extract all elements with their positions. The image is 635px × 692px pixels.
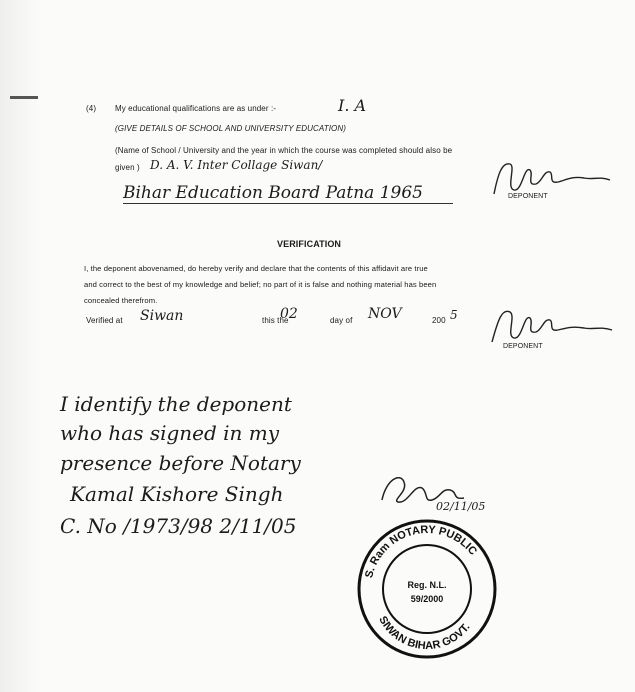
verified-at-label: Verified at <box>86 316 123 325</box>
year-suffix: 5 <box>450 308 458 322</box>
verified-place: Siwan <box>140 308 184 324</box>
verification-line2: and correct to the best of my knowledge and belief; no part of it is false and nothing material has been <box>84 280 437 289</box>
education-line: My educational qualifications are as under :- <box>115 104 277 113</box>
education-instruction: (GIVE DETAILS OF SCHOOL AND UNIVERSITY EDUCATION) <box>115 124 347 133</box>
deponent-label-2: DEPONENT <box>503 343 543 350</box>
verification-line3: concealed therefrom. <box>84 296 158 305</box>
notary-date: 02/11/05 <box>436 500 486 513</box>
deponent-label-1: DEPONENT <box>508 193 548 200</box>
notary-line-2: who has signed in my <box>60 421 280 445</box>
this-the-label: this the <box>262 316 289 325</box>
seal-bottom-text: SIWAN BIHAR GOVT. <box>376 614 473 653</box>
school-name: D. A. V. Inter Collage Siwan/ <box>150 158 323 172</box>
school-given-prefix: given ) <box>115 163 140 172</box>
notary-line-4: Kamal Kishore Singh <box>70 482 284 506</box>
education-value: I. A <box>338 96 367 115</box>
year-prefix: 200 <box>432 316 446 325</box>
notary-line-5: C. No /1973/98 2/11/05 <box>60 514 297 538</box>
seal-reg-label: Reg. N.L. <box>407 580 447 590</box>
seal-top-text: S. Ram NOTARY PUBLIC <box>363 523 479 580</box>
day-of-label: day of <box>330 316 353 325</box>
verification-title: VERIFICATION <box>277 239 342 249</box>
verified-day: 02 <box>280 306 298 322</box>
scan-shadow <box>0 0 40 692</box>
notary-line-3: presence before Notary <box>60 451 301 475</box>
school-instruction: (Name of School / University and the year in which the course was completed should also be <box>115 146 453 155</box>
item-number: (4) <box>86 104 97 113</box>
verified-month: NOV <box>368 306 402 322</box>
verification-line1: I, the deponent abovenamed, do hereby verify and declare that the contents of this affidavit are true <box>84 264 428 273</box>
notary-line-1: I identify the deponent <box>60 392 292 416</box>
scan-mark <box>10 96 38 99</box>
board-line: Bihar Education Board Patna 1965 <box>123 183 453 204</box>
notary-seal <box>356 518 498 660</box>
seal-reg-no: 59/2000 <box>410 594 444 604</box>
